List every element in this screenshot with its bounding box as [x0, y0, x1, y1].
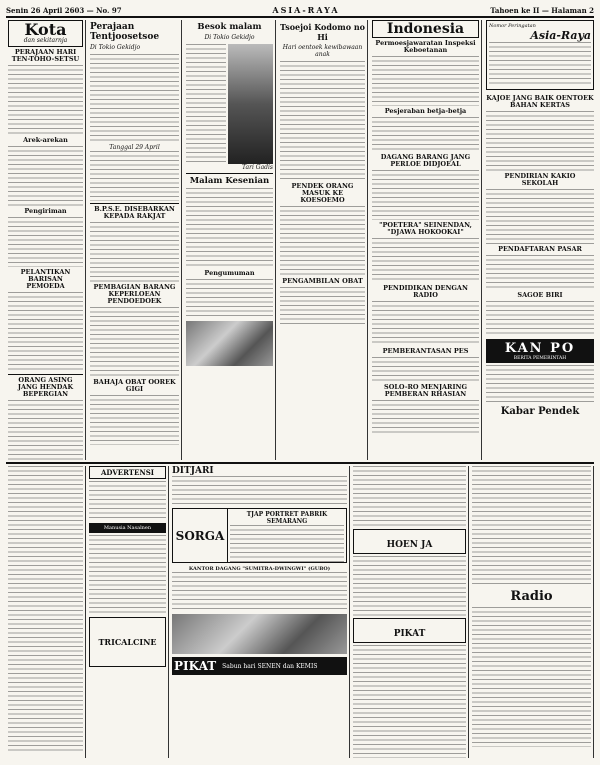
kajoe-heading: KAJOE JANG BAIK OENTOEK BAHAN KERTAS	[486, 94, 594, 109]
kanpo-title: KAN PO	[504, 341, 576, 356]
tjap-portret: TJAP PORTRET PABRIK SEMARANG	[246, 511, 328, 525]
ad-column-3	[170, 466, 350, 758]
hoen-ja-ad	[353, 529, 466, 554]
koesoemo-text	[280, 206, 365, 276]
tricalcine-ad	[89, 617, 166, 667]
obat-ambil-heading: PENGAMBILAN OBAT	[282, 277, 363, 285]
masthead	[6, 4, 594, 18]
kakio-text	[486, 189, 594, 244]
pikat-logo: PIKAT	[174, 659, 217, 673]
besok-title: Besok malam	[197, 22, 262, 32]
ad-column-1	[6, 466, 86, 758]
column-kota	[6, 20, 86, 460]
bpse-heading: B.P.S.E. DISEBARKAN KEPADA RAKJAT	[94, 205, 175, 220]
dagang-heading: DAGANG BARANG JANG PERLOE DIDJOEAL	[380, 153, 471, 168]
perajaan-title: Perajaan Tentjoosetsoe	[90, 22, 160, 42]
obat-ambil-text	[280, 287, 365, 327]
ad-col2-text	[89, 535, 166, 615]
perajaan-date: Tanggal 29 April	[109, 144, 160, 151]
pikat-box	[353, 618, 466, 643]
pikat-banner	[172, 657, 347, 675]
kota-subtitle: dan sekitarnja	[23, 37, 68, 44]
ditjari-text	[172, 476, 347, 506]
masthead-date: Senin 26 April 2603 — No. 97	[6, 5, 122, 15]
article-columns	[6, 20, 594, 460]
ad-col4-text-3	[353, 645, 466, 758]
sumitra-text	[172, 572, 347, 612]
ad-column-4	[351, 466, 469, 758]
solo-text	[372, 400, 479, 435]
sagoe-text	[486, 301, 594, 336]
indonesia-header	[372, 20, 479, 38]
masthead-page: Tahoen ke II — Halaman 2	[490, 5, 594, 15]
sorga-title: SORGA	[175, 528, 225, 543]
sumitra-heading: KANTOR DAGANG "SUMITRA-DWINGWI" (GUBO)	[188, 566, 331, 572]
pes-heading: PEMBERANTASAN PES	[382, 347, 469, 355]
radio-pendidikan-heading: PENDIDIKAN DENGAN RADIO	[383, 284, 468, 299]
kota-text-d	[8, 292, 83, 372]
besok-subtitle: Di Tokio Gekidjo	[204, 34, 255, 41]
kota-heading-d: PELANTIKAN BARISAN PEMOEDA	[20, 268, 71, 290]
kota-text-e	[8, 400, 83, 460]
tjap-text	[230, 525, 344, 563]
kota-text-b	[8, 146, 83, 206]
perajaan-subtitle: Di Tokio Gekidjo	[90, 44, 141, 51]
dancer-photo	[228, 44, 273, 164]
ad-photo	[172, 614, 347, 654]
pikat-tagline: Sabun hari SENEN dan KEMIS	[222, 662, 318, 670]
solo-heading: SOLO-RO MENJARING PEMBERAN RHASIAN	[384, 383, 467, 398]
malam-kesenian-heading: Malam Kesenian	[189, 176, 270, 186]
sagoe-heading: SAGOE BIRI	[517, 291, 563, 299]
radio-program-text	[472, 607, 591, 747]
tsoejoi-title: Tsoejoi Kodomo no Hi	[280, 22, 365, 42]
pembagian-text	[90, 307, 179, 377]
column-right	[484, 20, 596, 460]
kabar-pendek-heading: Kabar Pendek	[500, 406, 580, 417]
malam-kesenian-text	[186, 188, 273, 268]
kota-text-a	[8, 65, 83, 135]
perajaan-text-2	[90, 151, 179, 201]
pasar-text	[486, 255, 594, 290]
kakio-heading: PENDIRIAN KAKIO SEKOLAH	[504, 172, 576, 187]
column-indonesia	[370, 20, 482, 460]
kanpo-subtitle: BERITA PEMERINTAH	[513, 356, 567, 361]
ad-manusia: Manusia Nasalnen	[89, 523, 166, 533]
sorga-ad	[172, 508, 347, 563]
kota-heading-c: Pengiriman	[24, 207, 67, 215]
kanpo-banner	[486, 339, 594, 363]
pes-text	[372, 357, 479, 382]
ditjari-heading: DITJARI	[172, 466, 214, 476]
kota-title: Kota	[24, 20, 67, 39]
pengumuman-text	[186, 279, 273, 319]
advertisement-section	[6, 462, 594, 760]
kota-heading-a: PERAJAAN HARI TEN-TOHO-SETSU	[11, 48, 80, 63]
column-perajaan	[88, 20, 182, 460]
group-photo	[186, 321, 273, 366]
masthead-title: ASIA-RAYA	[272, 5, 340, 15]
tricalcine-name: TRICALCINE	[98, 637, 157, 647]
betja-text	[372, 117, 479, 152]
poetera-heading: "POETERA" SEINENDAN, "DJAWA HOKOOKAI"	[379, 221, 472, 236]
ad-col4-text-2	[353, 556, 466, 616]
indonesia-title: Indonesia	[386, 21, 465, 37]
ad-col1-text	[8, 466, 83, 754]
nomor-peringatan-box	[486, 20, 594, 90]
dagang-text	[372, 170, 479, 220]
obat-heading: BAHAJA OBAT OOREK GIGI	[93, 378, 176, 393]
hoen-ja-title: HOEN JA	[386, 540, 433, 550]
obat-text	[90, 395, 179, 445]
pengumuman-heading: Pengumuman	[204, 269, 255, 277]
radio-pendidikan-text	[372, 301, 479, 346]
kajoe-text	[486, 111, 594, 171]
inspeksi-heading: Permoesjawaratan Inspeksi Keboetanan	[375, 39, 476, 54]
koesoemo-heading: PENDEK ORANG MASUK KE KOESOEMO	[291, 182, 354, 204]
column-besok	[184, 20, 276, 460]
besok-text	[186, 44, 226, 164]
ad-column-5	[470, 466, 594, 758]
nomor-label: Nomor Peringatan	[489, 23, 536, 29]
pembagian-heading: PEMBAGIAN BARANG KEPERLOEAN PENDOEDOEK	[93, 283, 176, 305]
ad-col5-text	[472, 466, 591, 586]
nomor-text	[489, 42, 591, 84]
pasar-heading: PENDAFTARAN PASAR	[498, 245, 582, 253]
ad-column-2	[87, 466, 169, 758]
perajaan-text	[90, 54, 179, 144]
advertensi-banner: ADVERTENSI	[89, 466, 166, 479]
kota-text-c	[8, 217, 83, 267]
tsoejoi-subtitle: Hari oentoek kewibawaan anak	[282, 44, 363, 58]
bpse-text	[90, 222, 179, 282]
photo-caption: Tari Gadis	[241, 164, 273, 171]
kota-heading-b: Arek-arekan	[23, 136, 68, 144]
poetera-text	[372, 238, 479, 283]
adv-text	[89, 481, 166, 521]
kota-heading-e: ORANG ASING JANG HENDAK BEPERGIAN	[17, 376, 74, 398]
column-tsoejoi	[278, 20, 368, 460]
tsoejoi-text	[280, 61, 365, 181]
pikat-box-title: PIKAT	[393, 629, 426, 639]
asia-raya-logo: Asia-Raya	[530, 29, 591, 42]
inspeksi-text	[372, 56, 479, 106]
ad-col4-text	[353, 466, 466, 526]
betja-heading: Pesjeraban betja-betja	[384, 107, 467, 115]
kota-header	[8, 20, 83, 47]
radio-heading: Radio	[510, 589, 553, 604]
kanpo-text	[486, 365, 594, 405]
